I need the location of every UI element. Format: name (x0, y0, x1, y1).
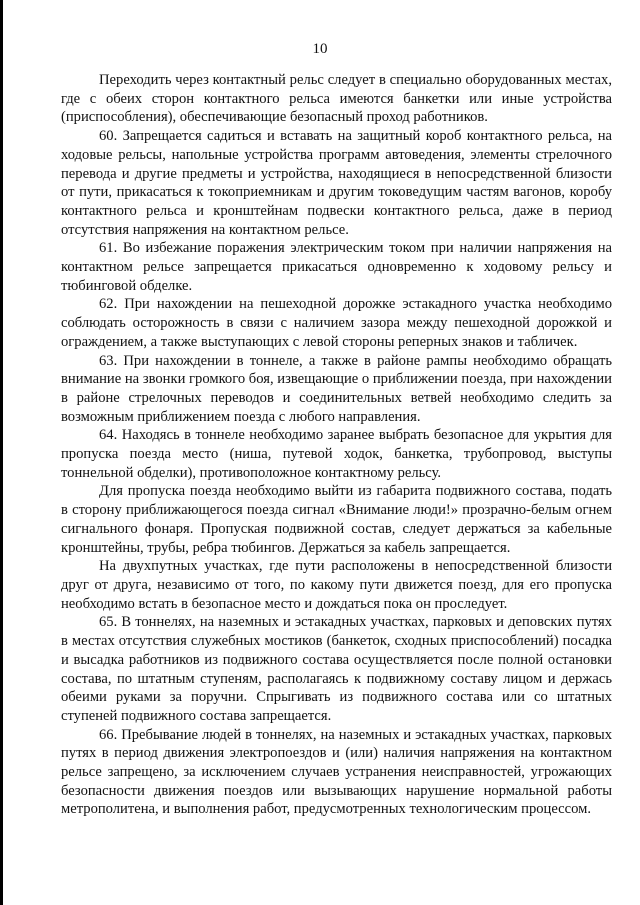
paragraph-64-train-pass: Для пропуска поезда необходимо выйти из габарита подвижного состава, подать в сторону приближающегося поезда сигнал «Внимание люди!» прозрачно-белым огнем сигнального фонаря. Пропуская подвижной состав, следует держаться за кабельные кронштейны, трубы, ребра тюбингов. Держаться за кабель запрещается. (61, 483, 612, 556)
paragraph-62: 62. При нахождении на пешеходной дорожке эстакадного участка необходимо соблюдать осторожность в связи с наличием зазора между пешеходной дорожкой и ограждением, а также выступающих с левой стороны реперных знаков и табличек. (61, 296, 612, 350)
paragraph-63: 63. При нахождении в тоннеле, а также в районе рампы необходимо обращать внимание на звонки громкого боя, извещающие о приближении поезда, при нахождении в районе стрелочных переводов и соединительных ветвей необходимо следить за возможным приближением поезда с любого направления. (61, 352, 612, 425)
paragraph-60: 60. Запрещается садиться и вставать на защитный короб контактного рельса, на ходовые рельсы, напольные устройства программ автоведения, элементы стрелочного перевода и другие предметы и устройства, находящиеся в непосредственной близости от пути, прикасаться к токоприемникам и другим токоведущим частям вагонов, коробу контактного рельса и кронштейнам подвески контактного рельса, даже в период отсутствия напряжения на контактном рельсе. (61, 128, 612, 238)
document-body (61, 71, 612, 819)
paragraph-64: 64. Находясь в тоннеле необходимо заранее выбрать безопасное для укрытия для пропуска поезда место (ниша, путевой ходок, банкетка, трубопровод, выступы тоннельной обделки), противоположное контактному рельсу. (61, 427, 612, 481)
paragraph-61: 61. Во избежание поражения электрическим током при наличии напряжения на контактном рельсе запрещается прикасаться одновременно к ходовому рельсу и тюбинговой обделке. (61, 240, 612, 294)
scan-edge (0, 0, 3, 905)
paragraph-64-double-track: На двухпутных участках, где пути расположены в непосредственной близости друг от друга, независимо от того, по какому пути движется поезд, для его пропуска необходимо встать в безопасное место и дождаться пока он проследует. (61, 558, 612, 612)
paragraph-65: 65. В тоннелях, на наземных и эстакадных участках, парковых и деповских путях в местах отсутствия служебных мостиков (банкеток, сходных приспособлений) посадка и высадка работников из подвижного состава осуществляется после полной остановки состава, по штатным ступеням, располагаясь к подвижному составу лицом и держась обеими руками за поручни. Спрыгивать из подвижного состава или со штатных ступеней подвижного состава запрещается. (61, 614, 612, 724)
paragraph-crossing-rail: Переходить через контактный рельс следует в специально оборудованных местах, где с обеих сторон контактного рельса имеются банкетки или иные устройства (приспособления), обеспечивающие безопасный проход работников. (61, 72, 612, 126)
paragraph-66: 66. Пребывание людей в тоннелях, на наземных и эстакадных участках, парковых путях в период движения электропоездов и (или) наличия напряжения на контактном рельсе запрещено, за исключением случаев устранения неисправностей, угрожающих безопасности движения поездов или вызывающих нарушение нормальной работы метрополитена, и выполнения работ, предусмотренных технологическим процессом. (61, 726, 612, 818)
page-number: 10 (312, 41, 328, 57)
